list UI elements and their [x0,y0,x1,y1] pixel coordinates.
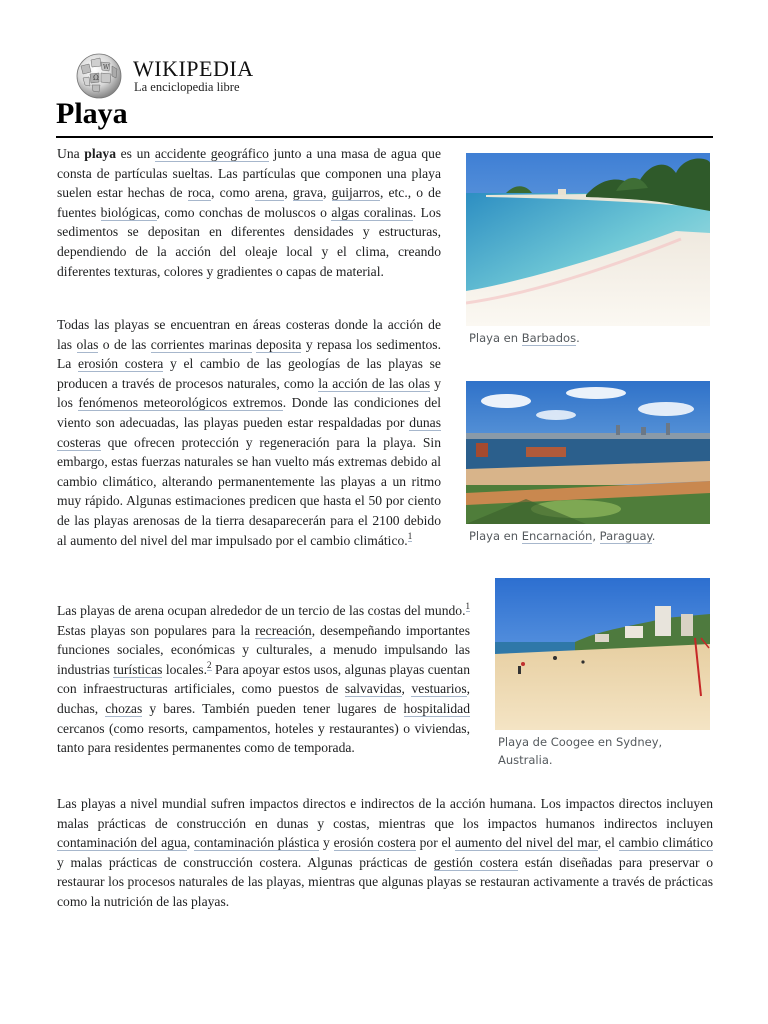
text-run: y el cambio de las geologías de las playas se producen a través de procesos naturales, como [57,356,441,391]
text-run: Estas playas son populares para la [57,622,256,638]
article-paragraph-1 [57,144,441,281]
link-accidente-geografico[interactable]: accidente geográfico [154,146,269,161]
article-paragraph-3 [57,601,470,758]
text-run: Las playas a nivel mundial sufren impactos directos e indirectos de la acción humana. Los impactos directos incluyen malas prácticas de construcción en dunas y costas, mientras que los impactos humanos indirectos incluyen [57,796,713,831]
link-recreacion[interactable]: recreación [255,622,312,638]
svg-text:Ω: Ω [93,74,99,82]
caption-text: . [651,529,656,543]
svg-text:W: W [103,64,110,71]
site-header [73,52,273,100]
caption-text: Playa en [469,331,522,345]
link-erosion-costera[interactable]: erosión costera [78,356,164,372]
link-contaminacion-del-agua[interactable]: contaminación del agua [57,835,187,851]
link-encarnacion[interactable]: Encarnación [521,529,593,543]
text-run: y los [57,375,441,411]
text-run: Las playas de arena ocupan alrededor de un tercio de las costas del mundo. [57,603,466,618]
link-accion-de-las-olas[interactable]: la acción de las olas [318,375,431,391]
coogee-beach-photo[interactable] [495,578,710,730]
caption-text: Playa en [469,529,522,543]
figure-coogee [495,578,710,769]
article-paragraph-4 [57,794,713,912]
term-bold: playa [84,146,117,161]
text-run: y malas prácticas de construcción costera. Algunas prácticas de [57,854,434,870]
text-run: , [401,681,412,697]
encarnacion-beach-photo[interactable] [466,381,710,524]
text-run: locales. [162,661,207,677]
link-roca[interactable]: roca [187,185,212,201]
text-run: es un [116,146,155,161]
text-run: . Donde las condiciones del viento son adecuadas, las playas pueden estar respaldadas por [57,395,442,430]
text-run: , el [597,835,619,851]
text-run: , como conchas de moluscos o [156,204,332,220]
link-hospitalidad[interactable]: hospitalidad [403,700,470,716]
text-run: cercanos (como resorts, campamentos, hoteles y restaurantes) o viviendas, tanto para residentes permanentes como de temporada. [57,720,470,756]
link-vestuarios[interactable]: vestuarios [411,681,467,697]
text-run: , [323,185,332,201]
link-dunas-costeras[interactable]: dunas costeras [57,414,441,450]
link-salvavidas[interactable]: salvavidas [344,681,402,697]
title-divider [56,136,713,138]
text-run: y repasa los sedimentos. La [57,336,441,372]
link-guijarros[interactable]: guijarros [331,185,380,201]
reference-link[interactable]: 1 [407,531,413,541]
link-barbados[interactable]: Barbados [521,331,577,345]
figure-barbados [466,153,710,347]
figure-caption-encarnacion [466,527,710,545]
text-run: están diseñadas para preservar o restaurar los procesos naturales de las playas, mientras que algunas playas se restauran activamente a través de prácticas como la nutrición de las playas. [57,854,713,909]
link-deposita[interactable]: deposita [256,336,302,352]
wikipedia-tagline: La enciclopedia libre [134,80,240,94]
text-run: , desempeñando importantes funciones sociales, económicas y culturales, a menudo impulsando las industrias [57,622,470,677]
text-run: , etc., o de fuentes [57,185,441,220]
text-run: junto a una masa de agua que consta de partículas sueltas. Las partículas que componen una playa suelen estar hechas de [57,146,441,201]
link-aumento-nivel-mar[interactable]: aumento del nivel del mar [455,835,598,851]
figure-caption-barbados [466,329,710,347]
text-run: y [319,835,334,851]
text-run: , [186,835,194,851]
text-run: Una [57,146,85,161]
text-run: , [284,185,293,201]
link-olas[interactable]: olas [76,336,99,352]
link-contaminacion-plastica[interactable]: contaminación plástica [193,835,320,851]
link-chozas[interactable]: chozas [105,700,143,716]
link-gestion-costera[interactable]: gestión costera [433,854,519,870]
link-biologicas[interactable]: biológicas [100,204,157,220]
text-run: . Los sedimentos se depositan en diferentes densidades y estructuras, dependiendo de la acción del oleaje local y el clima, creando diferentes texturas, colores y gradientes o capas de material. [57,204,441,279]
barbados-beach-photo[interactable] [466,153,710,326]
link-fenomenos-meteorologicos[interactable]: fenómenos meteorológicos extremos [78,395,283,411]
article-paragraph-2 [57,315,441,550]
reference-sup [466,601,471,612]
reference-sup [408,531,413,542]
link-arena[interactable]: arena [254,185,285,201]
reference-link[interactable]: 1 [465,601,470,612]
text-run: Para apoyar estos usos, algunas playas cuentan con infraestructuras artificiales, como puestos de [57,661,470,697]
figure-encarnacion [466,381,710,545]
text-run: y bares. También pueden tener lugares de [142,700,404,716]
link-cambio-climatico[interactable]: cambio climático [618,835,713,851]
wikipedia-wordmark[interactable]: WIKIPEDIA [133,56,254,81]
link-turisticas[interactable]: turísticas [113,661,163,677]
text-run: o de las [98,336,151,352]
text-run: por el [415,835,456,851]
link-algas-coralinas[interactable]: algas coralinas [331,204,413,220]
link-corrientes-marinas[interactable]: corrientes marinas [150,336,252,352]
link-paraguay[interactable]: Paraguay [599,529,652,543]
text-run: , como [211,185,255,201]
caption-text: , [592,529,600,543]
text-run: Todas las playas se encuentran en áreas costeras donde la acción de las [57,317,441,352]
reference-link[interactable]: 2 [207,660,212,671]
figure-caption-coogee: Playa de Coogee en Sydney, Australia. [498,735,663,767]
caption-text: . [576,331,580,345]
text-run: que ofrecen protección y regeneración para la playa. Sin embargo, estas fuerzas naturales se han vuelto más extremas debido al cambio climático, alterando permanentemente las playas a un ritmo muy rápido. Algunas estimaciones predicen que hasta el 50 por ciento de las playas arenosas de la tierra desaparecerán para el 2100 debido al aumento del nivel del mar impulsado por el cambio climático. [57,434,441,548]
link-erosion-costera-2[interactable]: erosión costera [333,835,416,851]
text-run: , duchas, [57,681,471,716]
link-grava[interactable]: grava [292,185,324,201]
page-title: Playa [56,97,128,130]
wikipedia-globe-icon[interactable] [73,52,125,100]
